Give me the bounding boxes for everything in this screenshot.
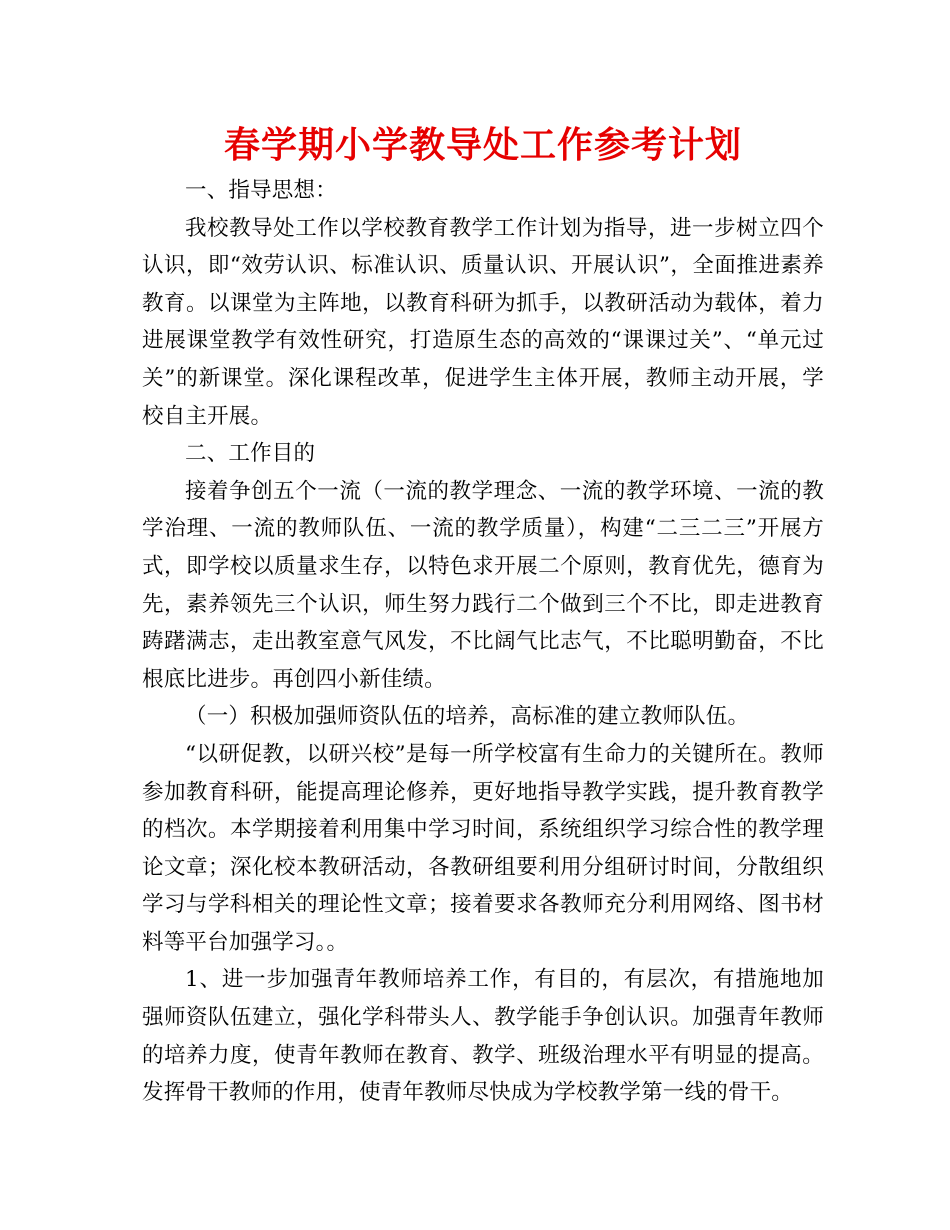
paragraph-guiding-thought: 我校教导处工作以学校教育教学工作计划为指导，进一步树立四个认识，即“效劳认识、标准认识、质量认识、开展认识”，全面推进素养教育。以课堂为主阵地，以教育科研为抓手，以教研活动为载体，着力进展课堂教学有效性研究，打造原生态的高效的“课课过关”、“单元过关”的新课堂。深化课程改革，促进学生主体开展，教师主动开展，学校自主开展。	[142, 215, 824, 429]
subsection-heading-teacher-team: （一）积极加强师资队伍的培养，高标准的建立教师队伍。	[185, 704, 750, 730]
paragraph-work-goals: 接着争创五个一流（一流的教学理念、一流的教学环境、一流的教学治理、一流的教师队伍、一流的教学质量），构建“二三二三”开展方式，即学校以质量求生存，以特色求开展二个原则，教育优先，德育为先，素养领先三个认识，师生努力践行二个做到三个不比，即走进教育踌躇满志，走出教室意气风发，不比阔气比志气，不比聪明勤奋，不比根底比进步。再创四小新佳绩。	[142, 478, 824, 692]
section-heading-guiding-thought: 一、指导思想：	[185, 178, 337, 203]
document-title: 春学期小学教导处工作参考计划	[223, 125, 742, 166]
section-heading-work-goals: 二、工作目的	[185, 441, 316, 467]
paragraph-young-teachers: 1、进一步加强青年教师培养工作，有目的，有层次，有措施地加强师资队伍建立，强化学科带头人、教学能手争创认识。加强青年教师的培养力度，使青年教师在教育、教学、班级治理水平有明显的提高。发挥骨干教师的作用，使青年教师尽快成为学校教学第一线的骨干。	[142, 967, 824, 1106]
document-page	[142, 120, 824, 1112]
paragraph-teacher-research: “以研促教，以研兴校”是每一所学校富有生命力的关键所在。教师参加教育科研，能提高理论修养，更好地指导教学实践，提升教育教学的档次。本学期接着利用集中学习时间，系统组织学习综合性的教学理论文章；深化校本教研活动，各教研组要利用分组研讨时间，分散组织学习与学科相关的理论性文章；接着要求各教师充分利用网络、图书材料等平台加强学习。。	[142, 741, 824, 955]
